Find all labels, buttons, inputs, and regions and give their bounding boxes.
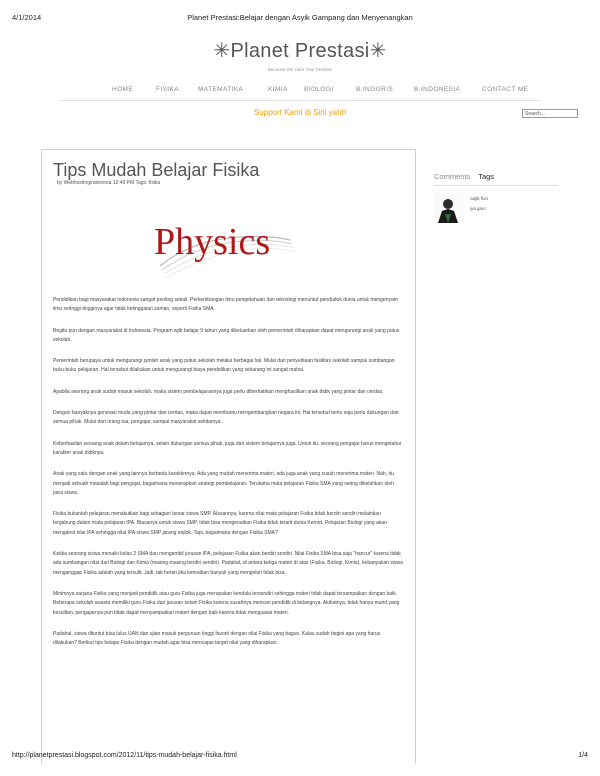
post-paragraph: Ketika seorang siswa menaiki kelas 2 SMA dan mengambil jurusan IPA, pelajaran Fisika akan berdiri sendiri. Nilai Fisika SMA bisa saja "hancur" karena tidak ada sumbangan nilai dari Biologi dan Kimia (masing-masing berdiri sendiri). Padahal, di antara ketiga materi di atas (Fisika, Biologi, Kimia), kebanyakan siswa menganggap Fisika adalah yang tersulit. Jadi, tak heran jika kemudian banyak yang mengeluh tidak bisa. <box>53 551 403 576</box>
sidebar-widget-tabs <box>434 172 494 181</box>
print-url: http://planetprestasi.blogspot.com/2012/11/tips-mudah-belajar-fisika.html <box>12 752 237 759</box>
main-nav <box>112 86 529 96</box>
nav-divider <box>60 100 540 101</box>
post-paragraph: Minimnya sarjana Fisika yang menjadi pendidik atau guru Fisika juga merupakan kendala tersendiri sehingga materi tidak dapat tersampaikan dengan baik. Beberapa sekolah swasta memiliki guru Fisika dari jurusan selain Fisika karena susahnya mencari pendidik di bidangnya. Akibatnya, tidak hanya murid yang kesulitan, pengajarnya pun tidak dapat menyampaikan materi dengan baik karena tidak menguasai materi. <box>53 590 400 616</box>
post-meta: by Webhostingindonesia 12:49 PM Tags: fisika <box>57 180 161 186</box>
post-paragraph: Pendidikan bagi masyarakat Indonesia sangat penting sekali. Perkembangan ilmu pengetahuan dan teknologi menuntut penduduk dunia untuk mengenyam ilmu setinggi-tingginya agar tidak ketinggalan zaman, seperti Fisika SMA. <box>53 297 398 313</box>
nav-item-binggris[interactable]: B.INGGRIS <box>356 86 394 93</box>
post-paragraph: Begitu pun dengan masyarakat di Indonesia. Program wjib belajar 9 tahun yang dikeluarkan oleh pemerintah diharapkan dapat mengurangi anak yang putus sekolah. <box>53 327 400 343</box>
physics-logo-image <box>150 210 300 285</box>
nav-item-fisika[interactable]: FISIKA <box>156 86 179 93</box>
nav-item-biologi[interactable]: BIOLOGI <box>304 86 334 93</box>
print-header <box>12 13 588 25</box>
search-input[interactable]: Search... <box>522 109 578 118</box>
post-paragraph: Dengan banyaknya generasi muda yang pintar dan cerdas, maka dapat membantu mengembangkan negara ini. Hal tersebut tentu saja perlu dukungan dari semua pihak. Mulai dari orang tua, pengajar, sampai masyarakat sekitarnya. <box>53 410 399 426</box>
post-paragraph: Anak yang satu dengan anak yang lainnya berbeda karakternya. Ada yang mudah menerima materi, ada juga anak yang susah menerima materi. Nah, itu menjadi sebuah masalah bagi pengajar, bagaimana menerapkan strategi pembelajaran. Terutama mata pelajaran Fisika SMA yang sering dikeluhkan oleh para siswa. <box>53 471 394 496</box>
nav-item-kimia[interactable]: KIMIA <box>268 86 288 93</box>
tab-comments[interactable]: Comments <box>434 172 471 181</box>
post-paragraph: Pemerintah berupaya untuk mengurangi jumlah anak yang putus sekolah melalui berbagai hal. Mulai dari penyediaan fasilitas sekolah sampai sumbangan buku-buku pelajaran. Hal tersebut dilakukan untuk mengurangi biaya pendidikan yang sekarang ini sangat mahal. <box>53 358 395 374</box>
post-paragraph: Keberhasilan seorang anak dalam belajarnya, selain dukungan semua pihak, juga dari sistem belajarnya juga. Untuk itu, seorang pengajar harus mengetahui karakter anak didiknya. <box>53 440 401 456</box>
nav-item-bindonesia[interactable]: B.INDONESIA <box>414 86 461 93</box>
support-link[interactable]: Support Kami di Sini yahh <box>253 108 347 117</box>
post-body <box>53 296 403 660</box>
post-paragraph: Fisika bukanlah pelajaran menakutkan bagi sebagian besar siswa SMP. Alasannya, karena nilai mata pelajaran Fisika tidak berdiri sendiri melainkan tergabung dalam mata pelajaran IPA. Biasanya untuk siswa SMP, tidak bisa mengenalkan Fisika tidak terarti dunia Kernet. Pelajaran Biologi yang akan mengatrol nilai IPA sehingga nilai IPA siswa SMP jarang anjlok. Tapi, bagaimana dengan Fisika SMA? <box>53 511 387 536</box>
tab-tags[interactable]: Tags <box>478 172 495 181</box>
widget-divider <box>434 185 558 186</box>
post-paragraph: Apabila seorang anak sudah masuk sekolah, maka sistem pembelajarannya juga perlu diberhatikan menghasilkan anak didik yang pintar dan cerdas. <box>53 388 384 395</box>
post-paragraph: Padahal, siswa dituntut bisa lulus UAN dan ujian masuk perguruan tinggi favorit dengan nilai Fisika yang bagus. Kalau sudah begini apa yang harus dilakukan? Berikut tips belajar Fisika dengan mudah agar bisa mencapai target nilai yang diharapkan. <box>53 630 381 647</box>
blog-title[interactable]: ✳Planet Prestasi✳ <box>213 40 387 62</box>
nav-item-home[interactable]: HOME <box>112 86 134 93</box>
print-page-number: 1/4 <box>578 752 588 759</box>
print-page-title: Planet Prestasi:Belajar dengan Asyik Gampang dan Menyenangkan <box>187 13 413 22</box>
physics-logo-text: Physics <box>154 221 271 263</box>
nav-item-contact[interactable]: CONTACT ME <box>482 86 529 93</box>
avatar[interactable] <box>434 193 464 223</box>
print-date: 4/1/2014 <box>12 13 42 22</box>
blog-tagline: Because We Care Your Prestasi <box>267 67 333 72</box>
post-title[interactable]: Tips Mudah Belajar Fisika <box>53 160 260 180</box>
nav-item-matematika[interactable]: MATEMATIKA <box>198 86 244 93</box>
comment-username[interactable]: najib flon <box>470 196 489 201</box>
comment-text: iya gan! <box>470 206 486 211</box>
